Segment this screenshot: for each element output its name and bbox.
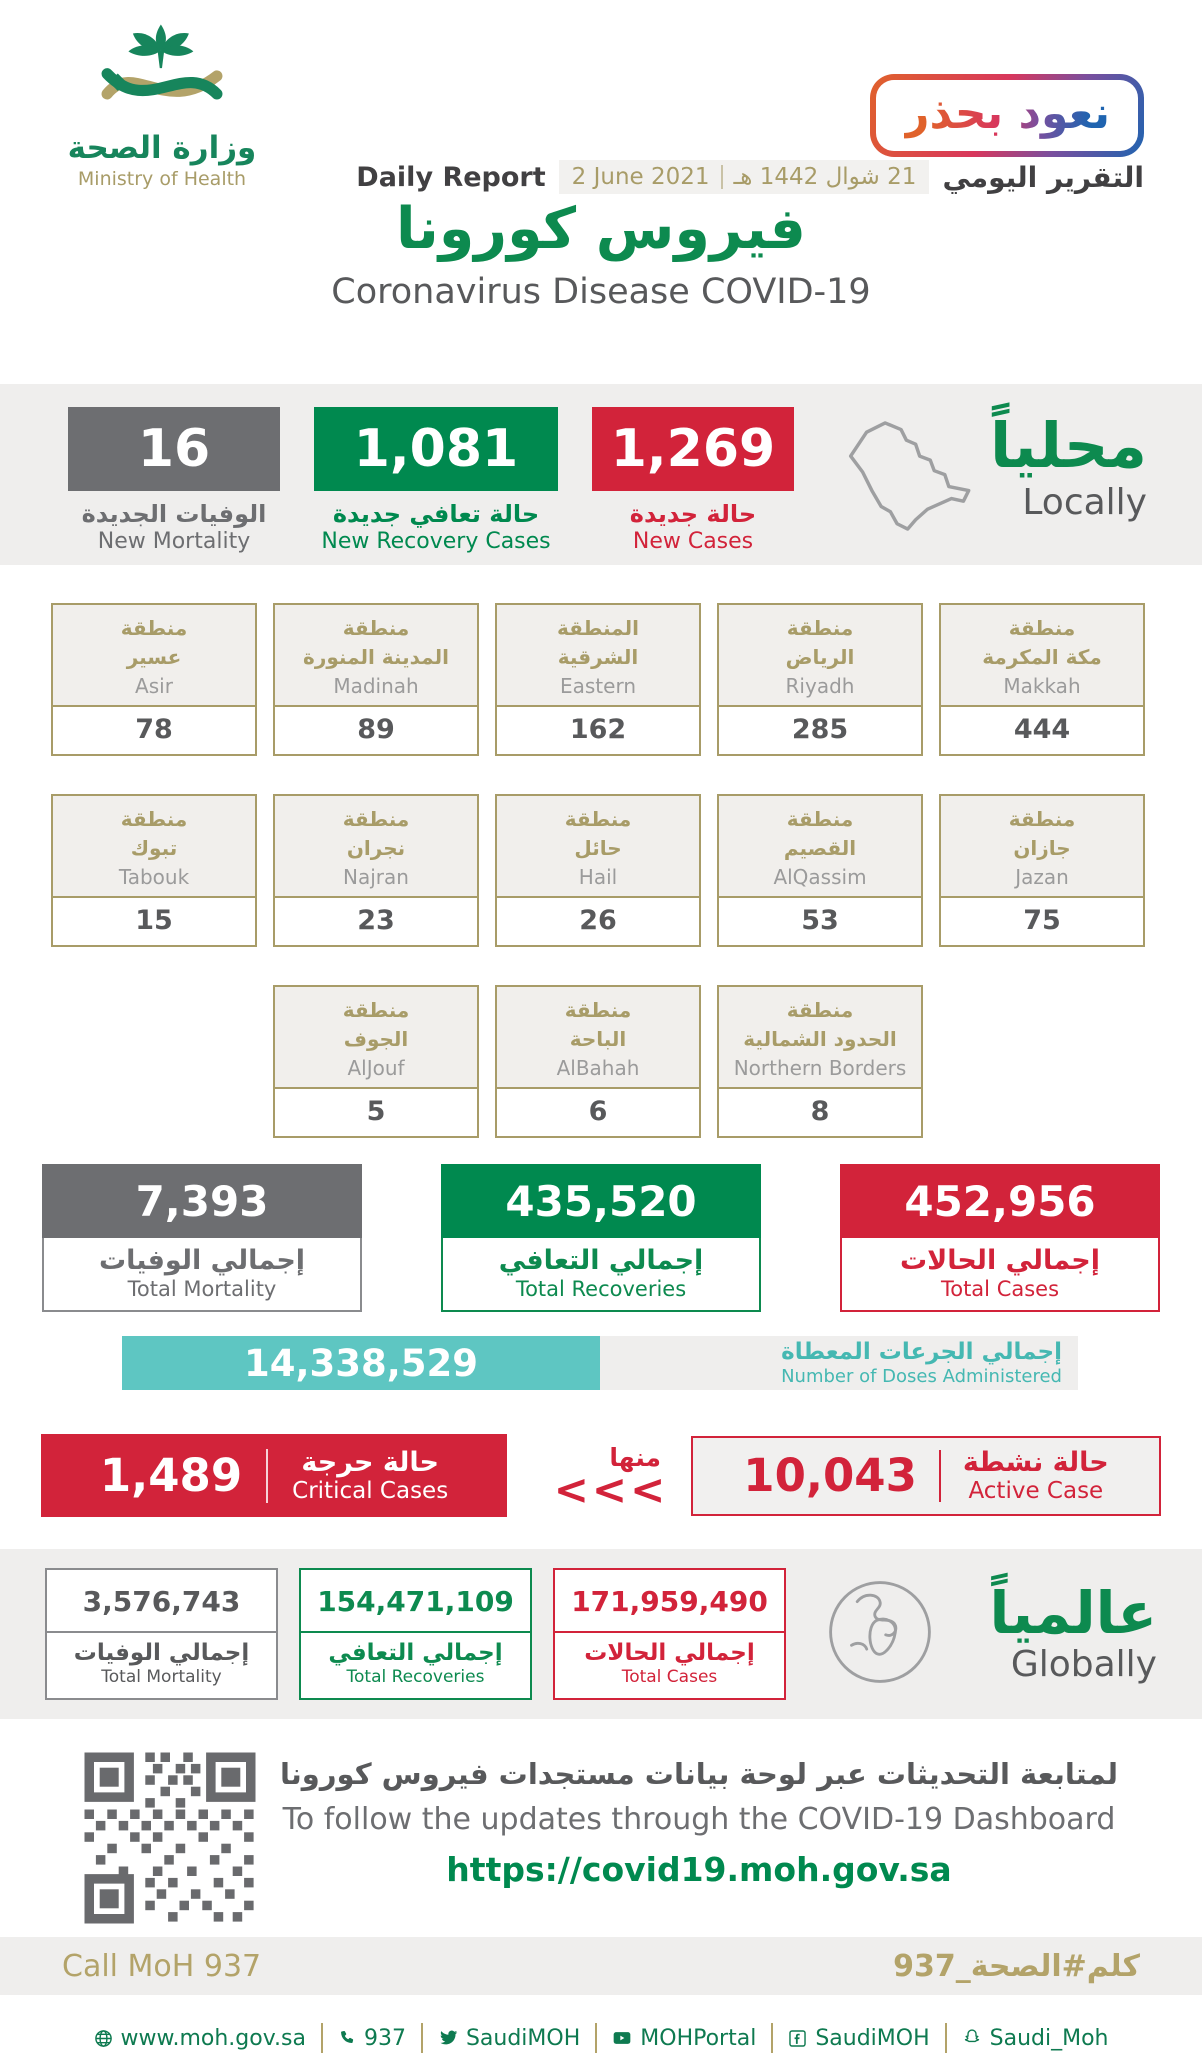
active-cases-label-en: Active Case — [968, 1478, 1104, 1504]
total-cases-label-en: Total Cases — [940, 1277, 1060, 1301]
globally-title-ar: عالمياً — [989, 1579, 1157, 1648]
active-cases-label-ar: حالة نشطة — [962, 1447, 1109, 1478]
region-name-en: Tabouk — [118, 865, 190, 889]
region-header — [497, 987, 699, 1089]
new-cases-label-ar: حالة جديدة — [629, 500, 757, 528]
region-name-ar: منطقة الجوف — [342, 998, 410, 1051]
social-website[interactable] — [94, 2026, 306, 2051]
dashboard-line-ar: لمتابعة التحديثات عبر لوحة بيانات مستجدات فيروس كورونا — [280, 1757, 1118, 1791]
dashboard-section — [0, 1743, 1202, 1937]
total-mortality-value: 7,393 — [42, 1164, 362, 1238]
vertical-divider — [266, 1449, 268, 1503]
total-cases-label-ar: إجمالي الحالات — [899, 1245, 1101, 1276]
footer-band — [0, 1937, 1202, 1995]
new-mortality-label-ar: الوفيات الجديدة — [81, 500, 267, 528]
globe-icon — [823, 1575, 937, 1693]
region-box-asir — [51, 603, 257, 756]
new-recovery-stat — [314, 407, 558, 554]
region-name-en: AlQassim — [773, 865, 867, 889]
total-mortality-label-en: Total Mortality — [127, 1277, 277, 1301]
region-name-ar: منطقة حائل — [564, 807, 632, 860]
region-header — [497, 605, 699, 707]
youtube-icon — [612, 2028, 632, 2048]
regions-row-3 — [51, 985, 1151, 1138]
region-name-ar: منطقة جازان — [1008, 807, 1076, 860]
phone-icon — [338, 2029, 356, 2047]
region-name-en: Madinah — [333, 674, 419, 698]
snapchat-icon — [962, 2028, 982, 2048]
social-label: www.moh.gov.sa — [120, 2025, 306, 2051]
regions-grid — [0, 603, 1202, 1138]
social-facebook[interactable] — [788, 2026, 929, 2051]
locally-title-en: Locally — [1022, 481, 1147, 523]
region-header — [275, 796, 477, 898]
global-mortality-label-ar: إجمالي الوفيات — [73, 1640, 250, 1666]
region-cases: 8 — [810, 1096, 830, 1127]
region-header — [941, 796, 1143, 898]
vertical-divider — [939, 1450, 941, 1502]
region-name-ar: منطقة المدينة المنورة — [303, 616, 449, 669]
total-mortality-label-ar: إجمالي الوفيات — [98, 1245, 306, 1276]
region-header — [497, 796, 699, 898]
locally-section — [0, 384, 1202, 565]
regions-row-1 — [51, 603, 1151, 756]
new-cases-stat — [592, 407, 794, 554]
social-label: MOHPortal — [640, 2025, 757, 2051]
report-date-box — [559, 160, 930, 194]
total-recoveries-box — [441, 1164, 761, 1312]
saudi-map-icon — [838, 411, 988, 541]
region-name-ar: المنطقة الشرقية — [557, 616, 639, 669]
global-recoveries-label-ar: إجمالي التعافي — [328, 1640, 503, 1666]
moh-logo — [52, 20, 272, 190]
doses-bar — [122, 1336, 1202, 1390]
global-recoveries-box — [299, 1568, 532, 1700]
twitter-icon — [438, 2028, 458, 2048]
regions-row-2 — [51, 794, 1151, 947]
total-recoveries-labels — [441, 1238, 761, 1312]
region-cases: 75 — [1023, 905, 1061, 936]
global-cases-value: 171,959,490 — [555, 1570, 784, 1633]
dashboard-text — [268, 1743, 1130, 1889]
region-header — [719, 605, 921, 707]
locally-title-ar: محلياً — [990, 409, 1147, 482]
separator — [421, 2023, 423, 2053]
region-box-madinah — [273, 603, 479, 756]
moh-logo-icon — [86, 20, 238, 132]
global-mortality-labels — [47, 1633, 276, 1698]
separator — [945, 2023, 947, 2053]
social-youtube[interactable] — [612, 2026, 756, 2051]
global-cases-box — [553, 1568, 786, 1700]
page-title-arabic: فيروس كورونا — [396, 196, 806, 262]
date-separator — [721, 165, 723, 189]
global-recoveries-labels — [301, 1633, 530, 1698]
global-recoveries-label-en: Total Recoveries — [346, 1667, 485, 1687]
globally-section — [0, 1549, 1202, 1719]
total-cases-value: 452,956 — [840, 1164, 1160, 1238]
region-name-ar: منطقة الرياض — [785, 616, 855, 669]
globe-icon — [94, 2029, 113, 2048]
new-mortality-label-en: New Mortality — [97, 529, 251, 554]
global-cases-label-ar: إجمالي الحالات — [584, 1640, 755, 1666]
of-which-indicator — [541, 1443, 681, 1515]
doses-label-en: Number of Doses Administered — [781, 1365, 1062, 1387]
critical-active-row — [0, 1434, 1202, 1517]
date-hijri: 21 شوال 1442 هـ — [733, 164, 917, 190]
logo-title-english: Ministry of Health — [77, 167, 247, 190]
region-header — [719, 987, 921, 1089]
call-moh-label: Call MoH 937 — [62, 1948, 262, 1984]
global-cases-labels — [555, 1633, 784, 1698]
left-chevrons-icon: <<< — [553, 1465, 669, 1515]
region-header — [275, 605, 477, 707]
region-box-aljouf — [273, 985, 479, 1138]
separator — [771, 2023, 773, 2053]
header — [0, 0, 1202, 384]
report-date-row — [356, 160, 1144, 194]
total-recoveries-label-ar: إجمالي التعافي — [498, 1245, 704, 1276]
region-name-ar: منطقة مكة المكرمة — [982, 616, 1102, 669]
region-box-jazan — [939, 794, 1145, 947]
total-mortality-box — [42, 1164, 362, 1312]
doses-label-ar: إجمالي الجرعات المعطاة — [781, 1339, 1062, 1366]
daily-report-label-en: Daily Report — [356, 161, 546, 193]
region-name-en: Makkah — [1003, 674, 1081, 698]
badge-text: نعود بحذر — [904, 88, 1110, 139]
new-mortality-stat — [68, 407, 280, 554]
region-name-en: Jazan — [1015, 865, 1069, 889]
page-title-english: Coronavirus Disease COVID-19 — [331, 272, 871, 312]
active-cases-box — [691, 1436, 1161, 1516]
global-mortality-box — [45, 1568, 278, 1700]
region-name-ar: منطقة الباحة — [564, 998, 632, 1051]
global-recoveries-value: 154,471,109 — [301, 1570, 530, 1633]
region-box-albahah — [495, 985, 701, 1138]
region-cases: 26 — [579, 905, 617, 936]
global-cases-label-en: Total Cases — [621, 1667, 718, 1687]
region-name-en: Riyadh — [785, 674, 855, 698]
doses-value: 14,338,529 — [122, 1336, 600, 1390]
region-cases: 6 — [588, 1096, 608, 1127]
new-cases-label-en: New Cases — [632, 529, 754, 554]
active-cases-labels — [963, 1447, 1109, 1504]
doses-labels — [600, 1336, 1078, 1390]
totals-row — [0, 1164, 1202, 1312]
region-cases: 15 — [135, 905, 173, 936]
region-name-ar: منطقة تبوك — [120, 807, 188, 860]
globally-title — [937, 1579, 1157, 1685]
new-cases-value: 1,269 — [592, 407, 794, 491]
total-cases-labels — [840, 1238, 1160, 1312]
region-cases: 285 — [791, 714, 849, 745]
region-name-ar: منطقة نجران — [342, 807, 410, 860]
total-recoveries-label-en: Total Recoveries — [515, 1277, 687, 1301]
region-cases: 444 — [1013, 714, 1071, 745]
social-twitter[interactable] — [438, 2026, 580, 2051]
region-cases: 78 — [135, 714, 173, 745]
active-cases-value: 10,043 — [743, 1449, 917, 1502]
region-cases: 162 — [569, 714, 627, 745]
region-name-en: Najran — [343, 865, 409, 889]
region-name-en: Asir — [135, 674, 173, 698]
total-cases-box — [840, 1164, 1160, 1312]
region-cases: 89 — [357, 714, 395, 745]
new-recovery-label-ar: حالة تعافي جديدة — [332, 500, 540, 528]
region-box-najran — [273, 794, 479, 947]
region-name-en: AlBahah — [556, 1056, 640, 1080]
global-mortality-label-en: Total Mortality — [101, 1667, 222, 1687]
critical-cases-label-en: Critical Cases — [292, 1478, 449, 1504]
region-box-alqassim — [717, 794, 923, 947]
social-label: Saudi_Moh — [989, 2025, 1109, 2051]
global-mortality-value: 3,576,743 — [47, 1570, 276, 1633]
region-header — [275, 987, 477, 1089]
separator — [595, 2023, 597, 2053]
region-cases: 53 — [801, 905, 839, 936]
social-label: 937 — [363, 2025, 406, 2051]
critical-cases-box — [41, 1434, 507, 1517]
critical-cases-label-ar: حالة حرجة — [301, 1447, 439, 1478]
total-mortality-labels — [42, 1238, 362, 1312]
return-with-caution-badge — [870, 74, 1144, 157]
region-box-hail — [495, 794, 701, 947]
region-box-tabouk — [51, 794, 257, 947]
region-name-en: Eastern — [559, 674, 636, 698]
region-box-riyadh — [717, 603, 923, 756]
new-recovery-label-en: New Recovery Cases — [321, 529, 551, 554]
region-cases: 5 — [366, 1096, 386, 1127]
logo-title-arabic: وزارة الصحة — [67, 130, 257, 166]
social-phone[interactable] — [338, 2026, 406, 2051]
qr-code — [72, 1743, 268, 1937]
region-cases: 23 — [357, 905, 395, 936]
social-snapchat[interactable] — [962, 2026, 1109, 2051]
dashboard-url-link[interactable]: https://covid19.moh.gov.sa — [446, 1850, 952, 1889]
social-label: SaudiMOH — [465, 2025, 581, 2051]
region-box-makkah — [939, 603, 1145, 756]
new-mortality-value: 16 — [68, 407, 280, 491]
social-label: SaudiMOH — [815, 2025, 930, 2051]
separator — [321, 2023, 323, 2053]
new-recovery-value: 1,081 — [314, 407, 558, 491]
locally-title — [988, 407, 1147, 523]
globally-title-en: Globally — [1010, 1643, 1157, 1685]
social-bar — [0, 2023, 1202, 2053]
badge-inner — [876, 80, 1138, 151]
hashtag-label: كلم#الصحة_937 — [893, 1948, 1140, 1984]
of-which-label-ar: منها — [609, 1443, 661, 1473]
daily-report-label-ar: التقرير اليومي — [942, 160, 1144, 194]
region-name-ar: منطقة القصيم — [783, 807, 857, 860]
region-name-en: Northern Borders — [733, 1056, 907, 1080]
dashboard-line-en: To follow the updates through the COVID-19 Dashboard — [282, 1802, 1116, 1837]
date-gregorian: 2 June 2021 — [571, 164, 710, 190]
critical-cases-value: 1,489 — [99, 1449, 243, 1502]
facebook-icon — [788, 2029, 807, 2048]
region-name-en: Hail — [578, 865, 618, 889]
critical-cases-labels — [292, 1447, 448, 1504]
region-box-northern-borders — [717, 985, 923, 1138]
region-header — [53, 605, 255, 707]
region-header — [941, 605, 1143, 707]
total-recoveries-value: 435,520 — [441, 1164, 761, 1238]
region-header — [719, 796, 921, 898]
region-name-en: AlJouf — [347, 1056, 405, 1080]
region-name-ar: منطقة الحدود الشمالية — [743, 998, 897, 1051]
region-header — [53, 796, 255, 898]
region-name-ar: منطقة عسير — [120, 616, 188, 669]
region-box-eastern — [495, 603, 701, 756]
